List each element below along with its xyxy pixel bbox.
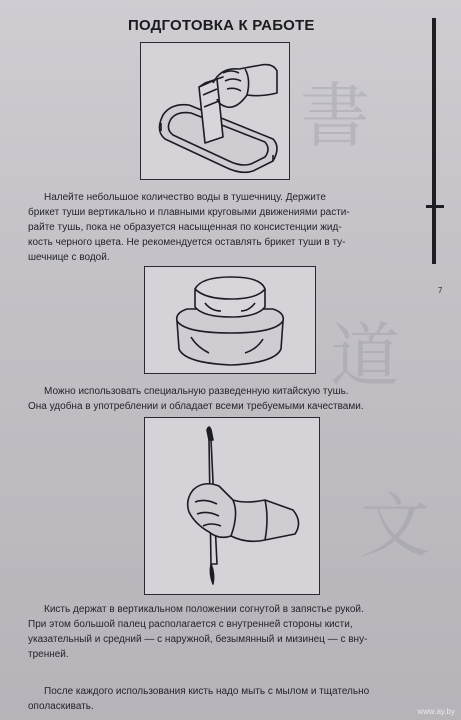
figure-frame bbox=[140, 42, 290, 180]
watermark: www.ay.by bbox=[417, 707, 455, 716]
page-number: 7 bbox=[438, 286, 443, 295]
paragraph-bottled-ink bbox=[28, 384, 420, 414]
paragraph-grinding bbox=[28, 190, 420, 265]
text-line: шечнице с водой. bbox=[28, 252, 110, 263]
hand-holding-brush-icon bbox=[145, 418, 319, 594]
text-line: Кисть держат в вертикальном положении согнутой в запястье рукой. bbox=[44, 604, 364, 615]
figure-frame bbox=[144, 266, 316, 374]
text-line: указательный и средний — с наружной, безымянный и мизинец — с вну- bbox=[28, 634, 368, 645]
text-line: Можно использовать специальную разведенную китайскую тушь. bbox=[44, 386, 349, 397]
ink-jar-icon bbox=[145, 267, 315, 373]
background-calligraphy: 道 bbox=[330, 315, 400, 397]
text-line: ополаскивать. bbox=[28, 701, 94, 712]
figure-frame bbox=[144, 417, 320, 595]
text-line: При этом большой палец располагается с внутренней стороны кисти, bbox=[28, 619, 353, 630]
text-line: тренней. bbox=[28, 649, 69, 660]
text-line: брикет туши вертикально и плавными круговыми движениями расти- bbox=[28, 207, 350, 218]
margin-rule bbox=[432, 18, 436, 264]
background-calligraphy: 文 bbox=[360, 485, 430, 567]
background-calligraphy: 書 bbox=[300, 75, 370, 157]
text-line: Налейте небольшое количество воды в тушечницу. Держите bbox=[44, 192, 326, 203]
page-title: ПОДГОТОВКА К РАБОТЕ bbox=[128, 17, 315, 34]
ink-stick-grinding-icon bbox=[141, 43, 289, 179]
paragraph-brush-cleaning bbox=[28, 684, 420, 714]
text-line: райте тушь, пока не образуется насыщенная по консистенции жид- bbox=[28, 222, 342, 233]
text-line: После каждого использования кисть надо мыть с мылом и тщательно bbox=[44, 686, 370, 697]
text-line: кость черного цвета. Не рекомендуется оставлять брикет туши в ту- bbox=[28, 237, 346, 248]
margin-tick bbox=[426, 205, 444, 208]
text-line: Она удобна в употреблении и обладает всеми требуемыми качествами. bbox=[28, 401, 364, 412]
paragraph-brush-holding bbox=[28, 602, 420, 662]
